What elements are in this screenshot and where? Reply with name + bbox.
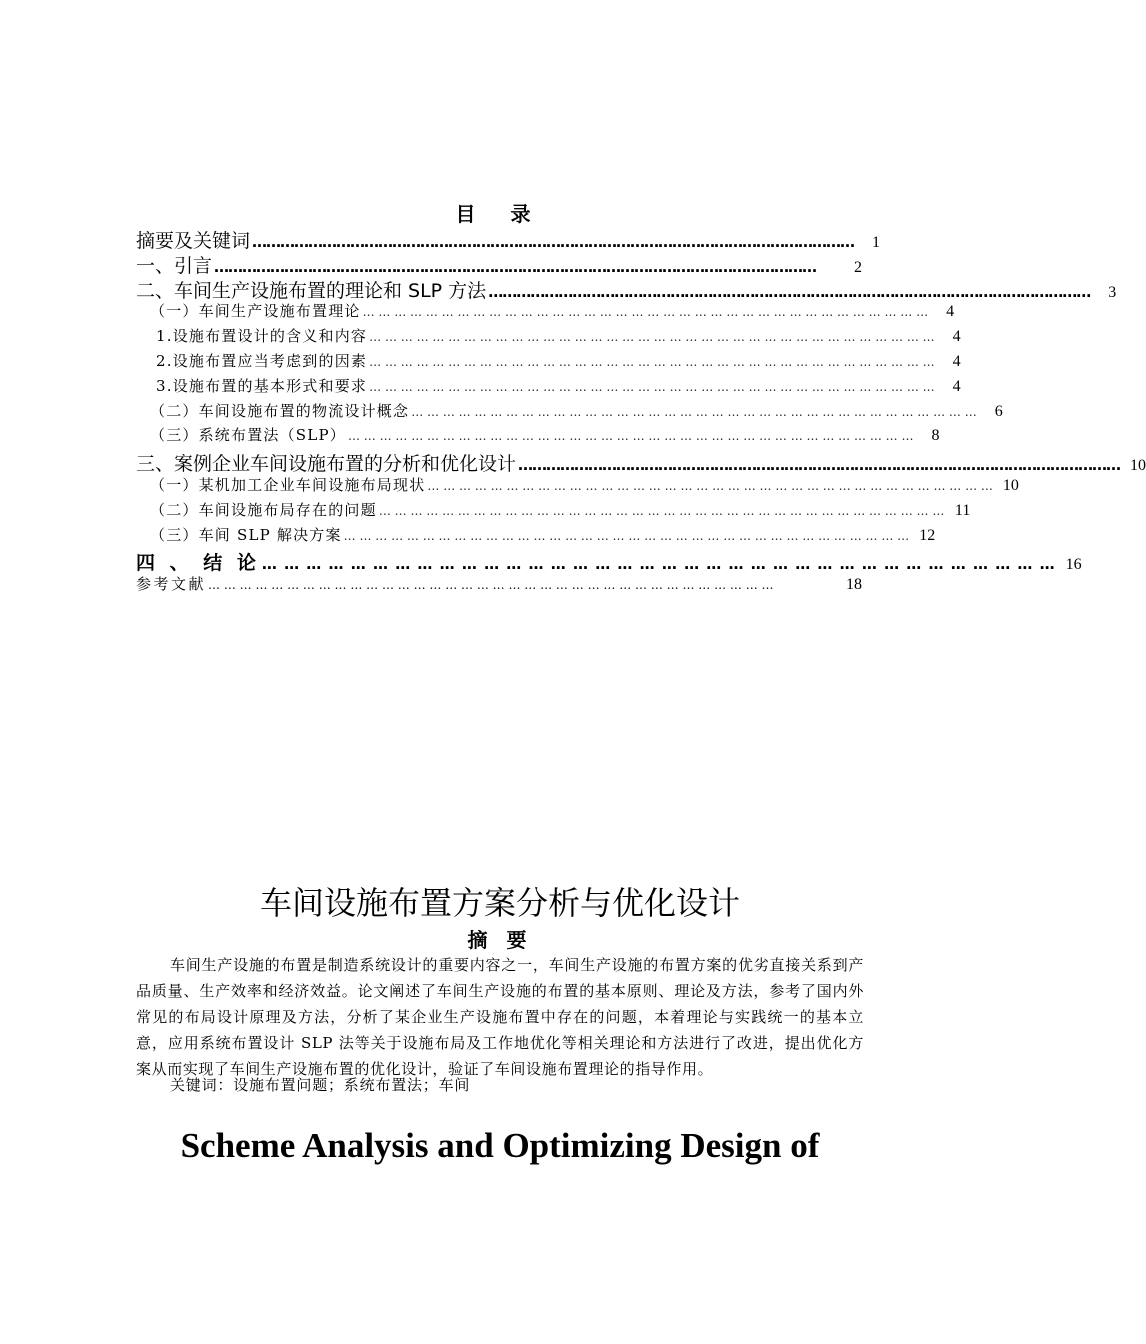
toc-title: 目 录 xyxy=(455,202,545,226)
abstract-heading: 摘 要 xyxy=(467,928,533,952)
toc-entry-label: 2.设施布置应当考虑到的因素 xyxy=(156,351,368,370)
toc-page-number: 16 xyxy=(1065,556,1082,574)
toc-entry[interactable] xyxy=(136,548,1082,575)
toc-dot-leader: ………………………………………………………………………………………………………………… xyxy=(252,233,855,251)
toc-dot-leader: … … … … … … … … … … … … … … … … … … … … … … … … … … … … … … … … … … … … xyxy=(369,354,935,369)
toc-dot-leader: … … … … … … … … … … … … … … … … … … … … … … … … … … … … … … … … … … … … xyxy=(369,379,935,394)
toc-entry[interactable] xyxy=(136,251,862,276)
toc-entry[interactable] xyxy=(136,226,881,252)
document-title: 车间设施布置方案分析与优化设计 xyxy=(259,884,740,922)
toc-dot-leader: … … … … … … … … … … … … … … … … … … … … … … … … … … … … … … … … … … … … xyxy=(427,478,993,493)
toc-page-number: 10 xyxy=(1002,476,1019,494)
toc-entry-label: （一）某机加工企业车间设施布局现状 xyxy=(150,475,426,494)
toc-entry[interactable] xyxy=(136,424,940,449)
toc-entry-label: 参考文献 xyxy=(136,575,207,594)
toc-entry[interactable] xyxy=(136,499,971,524)
toc-dot-leader: ………………………………………………………………………………………………………………… xyxy=(214,257,817,276)
toc-entry[interactable] xyxy=(136,400,1003,425)
toc-page-number: 10 xyxy=(1130,457,1146,475)
toc-dot-leader: … … … … … … … … … … … … … … … … … … … … … … … … … … … … … … … … … … … … xyxy=(343,528,910,543)
toc-page-number: 4 xyxy=(952,377,961,395)
toc-entry-label: （二）车间设施布置的物流设计概念 xyxy=(150,401,410,420)
keywords-line: 关键词：设施布置问题；系统布置法；车间 xyxy=(170,1076,471,1094)
english-title: Scheme Analysis and Optimizing Design of xyxy=(180,1126,820,1165)
toc-page-number: 12 xyxy=(919,526,936,544)
toc-entry[interactable] xyxy=(136,573,862,598)
toc-entry-label: 二、车间生产设施布置的理论和 SLP 方法 xyxy=(136,279,487,302)
toc-page-number: 4 xyxy=(952,352,961,370)
toc-page-number: 6 xyxy=(994,402,1003,420)
abstract-body: 车间生产设施的布置是制造系统设计的重要内容之一，车间生产设施的布置方案的优劣直接关系到产品质量、生产效率和经济效益。论文阐述了车间生产设施的布置的基本原则、理论及方法，参考了国内外常见的布局设计原理及方法，分析了某企业生产设施布置中存在的问题，本着理论与实践统一的基本立意，应用系统布置设计 SLP 法等关于设施布局及工作地优化等相关理论和方法进行了改进，提出优化方案从而实现了车间生产设施布置的优化设计，验证了车间设施布置理论的指导作用。 xyxy=(136,956,864,1078)
toc-entry[interactable] xyxy=(136,449,1146,476)
toc-dot-leader: ………………………………………………………………………………………………………………… xyxy=(518,456,1121,475)
toc-entry-label: （一）车间生产设施布置理论 xyxy=(150,302,361,321)
toc-page-number: 4 xyxy=(946,303,955,321)
toc-entry-label: 1.设施布置设计的含义和内容 xyxy=(156,327,368,346)
toc-entry[interactable] xyxy=(136,300,955,325)
toc-entry-label: （二）车间设施布局存在的问题 xyxy=(150,500,377,519)
toc-page-number: 8 xyxy=(931,427,940,445)
toc-entry-label: （三）系统布置法（SLP） xyxy=(150,426,346,445)
toc-entry[interactable] xyxy=(136,276,1117,302)
toc-entry-label: （三）车间 SLP 解决方案 xyxy=(150,525,342,544)
toc-dot-leader: … … … … … … … … … … … … … … … … … … … … … … … … … … … … … … … … … … … … xyxy=(411,404,977,419)
toc-dot-leader: … … … … … … … … … … … … … … … … … … … … … … … … … … … … … … … … … … … … xyxy=(378,503,945,518)
toc-entry[interactable] xyxy=(136,350,961,375)
toc-page-number: 11 xyxy=(954,501,971,519)
toc-entry-label: 摘要及关键词 xyxy=(136,230,251,252)
toc-entry[interactable] xyxy=(136,375,961,400)
toc-entry-label: 3.设施布置的基本形式和要求 xyxy=(156,376,368,395)
toc-dot-leader: … … … … … … … … … … … … … … … … … … … … … … … … … … … … … … … … … … … … xyxy=(362,305,929,320)
toc-page-number: 2 xyxy=(854,258,862,276)
toc-dot-leader: ………………………………………………………………………………………………………………… xyxy=(488,282,1091,301)
toc-dot-leader: … … … … … … … … … … … … … … … … … … … … … … … … … … … … … … … … … … … … xyxy=(369,330,935,345)
toc-entry-label: 四 、 结 论 xyxy=(136,552,260,575)
toc-page-number: 4 xyxy=(952,328,961,346)
toc-dot-leader: … … … … … … … … … … … … … … … … … … … … … … … … … … … … … … … … … … … … xyxy=(208,578,774,593)
toc-dot-leader: … … … … … … … … … … … … … … … … … … … … … … … … … … … … … … … … … … … … xyxy=(347,429,914,444)
toc-page-number: 18 xyxy=(846,576,862,594)
table-of-contents xyxy=(136,226,1146,598)
toc-entry-label: 一、引言 xyxy=(136,254,213,277)
toc-entry-label: 三、案例企业车间设施布置的分析和优化设计 xyxy=(136,453,517,476)
toc-page-number: 3 xyxy=(1108,283,1117,301)
toc-dot-leader: … … … … … … … … … … … … … … … … … … … … … … … … … … … … … … … … … … … … xyxy=(261,555,1056,574)
toc-page-number: 1 xyxy=(872,234,881,251)
toc-entry[interactable] xyxy=(136,474,1019,499)
toc-entry[interactable] xyxy=(136,524,936,549)
toc-entry[interactable] xyxy=(136,325,961,350)
